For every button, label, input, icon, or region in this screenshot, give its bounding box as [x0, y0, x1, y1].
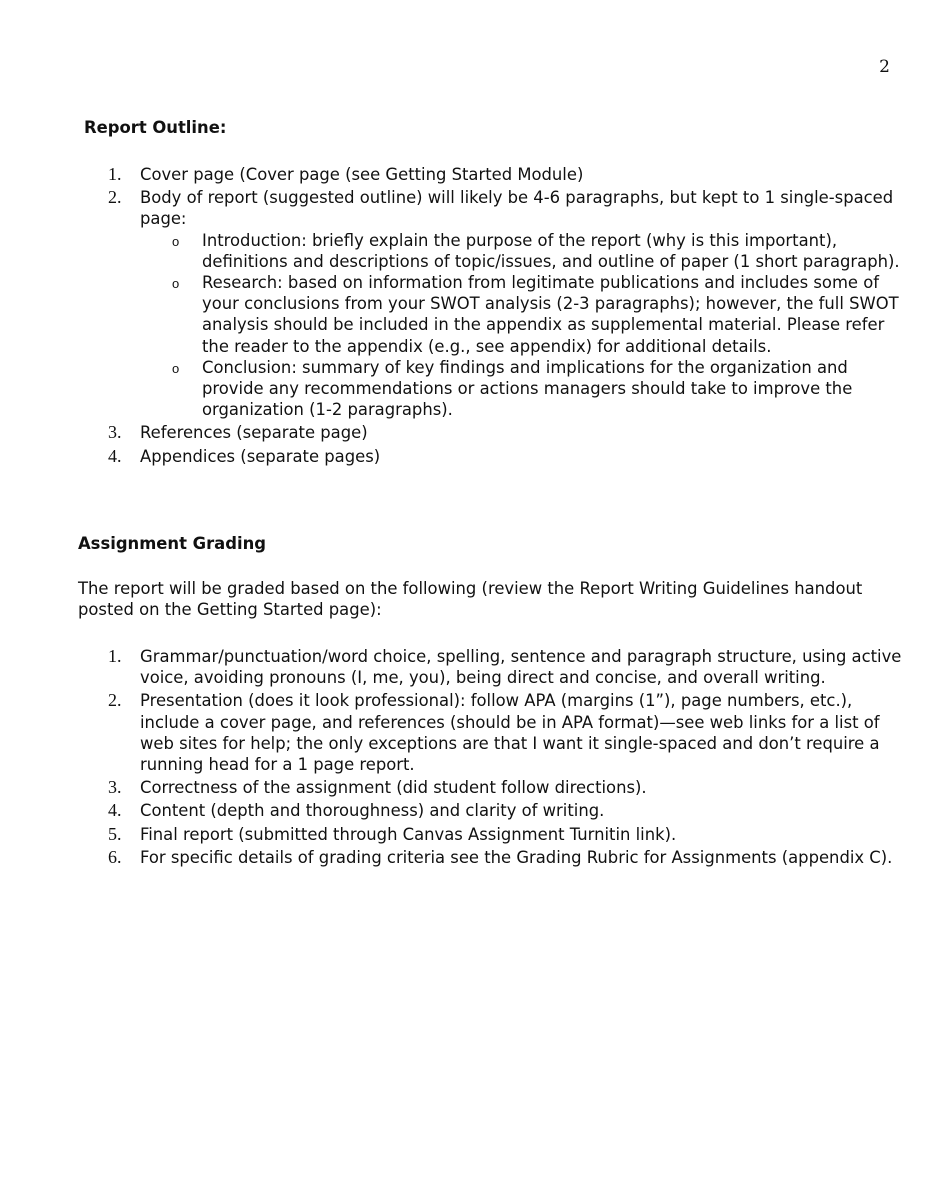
grading-item-text: Presentation (does it look professional): follow APA (margins (1”), page numbers, etc.), include a cover page, and references (should be in APA format)—see web links for a list of web sites for help; the only exceptions are that I want it single-spaced and don’t require a running head for a 1 page report.	[140, 691, 880, 775]
grading-item-text: Correctness of the assignment (did student follow directions).	[140, 778, 647, 798]
grading-item-text: Grammar/punctuation/word choice, spelling, sentence and paragraph structure, using active voice, avoiding pronouns (I, me, you), being direct and concise, and overall writing.	[140, 647, 902, 688]
list-marker: 2.	[108, 187, 122, 208]
grading-item	[108, 824, 908, 845]
grading-item	[108, 646, 908, 688]
outline-sublist	[140, 230, 908, 421]
outline-subitem-text: Conclusion: summary of key findings and implications for the organization and provide any recommendations or actions managers should take to improve the organization (1-2 paragraphs).	[202, 357, 853, 420]
grading-item	[108, 777, 908, 798]
report-outline-list	[108, 164, 908, 469]
grading-item-text: Content (depth and thoroughness) and clarity of writing.	[140, 801, 605, 821]
list-marker: 3.	[108, 777, 122, 798]
grading-item	[108, 800, 908, 821]
grading-criteria-list	[108, 646, 908, 870]
page-number: 2	[879, 57, 890, 77]
list-marker: 6.	[108, 846, 122, 867]
grading-item-text: For specific details of grading criteria see the Grading Rubric for Assignments (appendix C).	[140, 847, 893, 867]
list-marker: 3.	[108, 422, 122, 443]
grading-item	[108, 690, 908, 775]
grading-item-text: Final report (submitted through Canvas Assignment Turnitin link).	[140, 824, 677, 844]
outline-subitem-text: Introduction: briefly explain the purpose of the report (why is this important), definitions and descriptions of topic/issues, and outline of paper (1 short paragraph).	[202, 230, 900, 271]
list-marker: 5.	[108, 823, 122, 844]
report-outline-heading: Report Outline:	[84, 118, 227, 137]
outline-item-text: References (separate page)	[140, 423, 368, 443]
outline-subitem	[140, 230, 908, 272]
outline-subitem	[140, 357, 908, 421]
outline-subitem-text: Research: based on information from legitimate publications and includes some of your conclusions from your SWOT analysis (2-3 paragraphs); however, the full SWOT analysis should be included in the appendix as supplemental material. Please refer the reader to the appendix (e.g., see appendix) for additional details.	[202, 273, 899, 356]
list-marker: 2.	[108, 690, 122, 711]
outline-item	[108, 164, 908, 185]
outline-item-text: Body of report (suggested outline) will likely be 4-6 paragraphs, but kept to 1 single-spaced page:	[140, 188, 894, 229]
outline-item-text: Cover page (Cover page (see Getting Started Module)	[140, 165, 584, 184]
outline-item	[108, 446, 908, 467]
list-marker: 4.	[108, 800, 122, 821]
list-marker: 1.	[108, 164, 122, 184]
bullet-icon: o	[172, 276, 180, 292]
assignment-grading-heading: Assignment Grading	[78, 534, 266, 553]
grading-intro: The report will be graded based on the following (review the Report Writing Guidelines handout posted on the Getting Started page):	[78, 579, 863, 620]
grading-item	[108, 847, 908, 868]
outline-subitem	[140, 272, 908, 357]
bullet-icon: o	[172, 360, 180, 376]
outline-item	[108, 422, 908, 443]
bullet-icon: o	[172, 233, 180, 249]
outline-item	[108, 187, 908, 420]
list-marker: 1.	[108, 646, 122, 666]
list-marker: 4.	[108, 445, 122, 466]
outline-item-text: Appendices (separate pages)	[140, 446, 381, 466]
